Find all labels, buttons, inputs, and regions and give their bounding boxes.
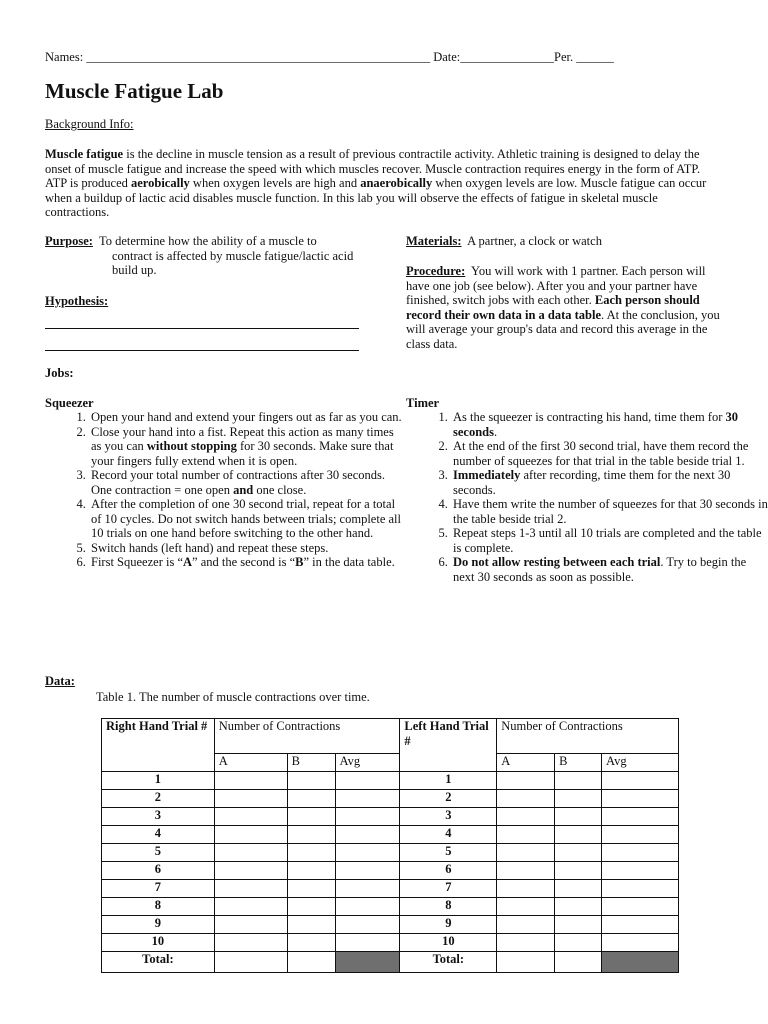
right-total-label: Total: [102,952,215,973]
left-b-cell[interactable] [555,826,602,844]
squeezer-step-3: 3. Record your total number of contractions after 30 seconds. One contraction = one open and one close. [89,468,407,497]
hypothesis-line-1[interactable] [45,328,359,329]
right-b-cell[interactable] [287,772,335,790]
right-b-cell[interactable] [287,808,335,826]
timer-heading: Timer [406,396,440,410]
right-a-cell[interactable] [214,790,287,808]
left-total-a[interactable] [497,952,555,973]
right-avg-cell[interactable] [335,772,400,790]
left-b-cell[interactable] [555,772,602,790]
timer-steps [405,410,768,584]
data-heading: Data: [45,674,75,688]
right-a-cell[interactable] [214,826,287,844]
background-term: Muscle fatigue [45,147,124,161]
left-avg-cell[interactable] [602,808,679,826]
table-row [102,898,679,916]
table-row [102,808,679,826]
left-trial-number: 2 [400,790,497,808]
left-total-label: Total: [400,952,497,973]
left-contractions-header: Number of Contractions [497,719,679,754]
left-a-cell[interactable] [497,916,555,934]
left-col-avg: Avg [602,754,679,772]
left-b-cell[interactable] [555,916,602,934]
right-contractions-header: Number of Contractions [214,719,400,754]
procedure-text-2: . At the conclusion, you will average your group's data and record this average in the class data. [406,307,720,351]
right-b-cell[interactable] [287,862,335,880]
right-avg-cell[interactable] [335,808,400,826]
left-trial-number: 10 [400,934,497,952]
right-avg-cell[interactable] [335,790,400,808]
timer-step-2: 2. At the end of the first 30 second trial, have them record the number of squeezes for that trial in the table beside trial 1. [451,439,768,468]
right-trial-number: 8 [102,898,215,916]
left-a-cell[interactable] [497,898,555,916]
table-row [102,916,679,934]
left-a-cell[interactable] [497,808,555,826]
left-trial-number: 8 [400,898,497,916]
timer-step-1: 1. As the squeezer is contracting his hand, time them for 30 seconds. [451,410,768,439]
right-avg-cell[interactable] [335,934,400,952]
right-a-cell[interactable] [214,898,287,916]
procedure-bold: Each person should record their own data in a data table [406,293,700,322]
right-a-cell[interactable] [214,862,287,880]
right-col-b: B [287,754,335,772]
right-a-cell[interactable] [214,808,287,826]
left-a-cell[interactable] [497,772,555,790]
right-b-cell[interactable] [287,826,335,844]
left-trial-number: 7 [400,880,497,898]
right-avg-cell[interactable] [335,898,400,916]
squeezer-heading: Squeezer [45,396,94,410]
right-trial-number: 2 [102,790,215,808]
contractions-table [101,718,679,973]
materials-heading: Materials: [406,234,462,248]
left-b-cell[interactable] [555,790,602,808]
right-avg-cell[interactable] [335,844,400,862]
background-anaerobic: anaerobically [360,176,433,190]
left-b-cell[interactable] [555,808,602,826]
right-a-cell[interactable] [214,916,287,934]
left-hand-header: Left Hand Trial # [400,719,497,772]
right-avg-cell[interactable] [335,826,400,844]
right-trial-number: 7 [102,880,215,898]
right-a-cell[interactable] [214,772,287,790]
right-b-cell[interactable] [287,934,335,952]
right-b-cell[interactable] [287,790,335,808]
procedure-heading: Procedure: [406,264,466,278]
right-hand-header: Right Hand Trial # [102,719,215,772]
left-trial-number: 1 [400,772,497,790]
hypothesis-heading: Hypothesis: [45,294,109,308]
left-trial-number: 6 [400,862,497,880]
header-line [45,50,725,65]
table-row [102,844,679,862]
left-trial-number: 3 [400,808,497,826]
purpose-line-1: To determine how the ability of a muscle to [98,234,317,248]
date-label: Date: [433,50,461,64]
right-trial-number: 5 [102,844,215,862]
page-title: Muscle Fatigue Lab [45,79,224,103]
background-text-3: when oxygen levels are low. Muscle fatigue can occur when a buildup of lactic acid disables muscle function. In this lab you will observe the effects of fatigue in skeletal muscle contractions. [45,176,707,219]
left-trial-number: 5 [400,844,497,862]
right-b-cell[interactable] [287,880,335,898]
right-avg-cell[interactable] [335,862,400,880]
purpose-heading: Purpose: [45,234,93,248]
background-heading: Background Info: [45,117,134,131]
right-trial-number: 9 [102,916,215,934]
squeezer-step-6: 6. First Squeezer is “A” and the second is “B” in the data table. [89,555,407,570]
squeezer-step-5: 5. Switch hands (left hand) and repeat these steps. [89,541,407,556]
left-avg-cell[interactable] [602,826,679,844]
left-col-a: A [497,754,555,772]
left-avg-cell[interactable] [602,862,679,880]
left-a-cell[interactable] [497,934,555,952]
total-row [102,952,679,973]
left-a-cell[interactable] [497,862,555,880]
right-total-avg-shaded [335,952,400,973]
left-avg-cell[interactable] [602,880,679,898]
timer-step-5: 5. Repeat steps 1-3 until all 10 trials are completed and the table is complete. [451,526,768,555]
left-a-cell[interactable] [497,844,555,862]
left-b-cell[interactable] [555,880,602,898]
right-trial-number: 6 [102,862,215,880]
procedure-text-1: You will work with 1 partner. Each person will have one job (see below). After you and your partner have finished, switch jobs with each other. [406,264,706,307]
names-label: Names: [45,50,84,64]
left-trial-number: 4 [400,826,497,844]
date-field[interactable]: _______________ [460,50,555,64]
right-trial-number: 10 [102,934,215,952]
table-caption: Table 1. The number of muscle contractions over time. [96,690,370,704]
left-total-avg-shaded [602,952,679,973]
left-avg-cell[interactable] [602,898,679,916]
right-a-cell[interactable] [214,934,287,952]
timer-step-6: 6. Do not allow resting between each trial. Try to begin the next 30 seconds as soon as possible. [451,555,768,584]
squeezer-step-4: 4. After the completion of one 30 second trial, repeat for a total of 10 cycles. Do not switch hands between trials; complete all 10 trials on one hand before switching to the other hand. [89,497,407,541]
left-avg-cell[interactable] [602,772,679,790]
right-trial-number: 1 [102,772,215,790]
right-trial-number: 3 [102,808,215,826]
left-avg-cell[interactable] [602,934,679,952]
per-field[interactable]: ______ [576,50,614,64]
table-row [102,826,679,844]
background-aerobic: aerobically [131,176,190,190]
right-a-cell[interactable] [214,880,287,898]
table-row [102,934,679,952]
left-col-b: B [555,754,602,772]
table-row [102,862,679,880]
table-row [102,880,679,898]
squeezer-steps [43,410,407,570]
purpose-line-2: contract is affected by muscle fatigue/lactic acid [112,248,354,263]
left-b-cell[interactable] [555,862,602,880]
table-row [102,772,679,790]
right-trial-number: 4 [102,826,215,844]
left-avg-cell[interactable] [602,790,679,808]
right-b-cell[interactable] [287,916,335,934]
procedure-paragraph [406,264,724,351]
left-b-cell[interactable] [555,934,602,952]
background-paragraph [45,147,721,220]
left-total-b[interactable] [555,952,602,973]
names-field[interactable]: _______________________________________________________ [86,50,431,64]
table-row [102,790,679,808]
right-avg-cell[interactable] [335,916,400,934]
left-b-cell[interactable] [555,898,602,916]
per-label: Per. [554,50,574,64]
squeezer-step-1: 1. Open your hand and extend your fingers out as far as you can. [89,410,407,425]
right-col-avg: Avg [335,754,400,772]
jobs-heading: Jobs: [45,366,74,380]
background-text-2: when oxygen levels are high and [189,176,361,190]
squeezer-step-2: 2. Close your hand into a fist. Repeat this action as many times as you can without stopping for 30 seconds. Make sure that your fingers fully extend when it is open. [89,425,407,469]
purpose-line-3: build up. [112,263,157,277]
left-a-cell[interactable] [497,880,555,898]
timer-step-4: 4. Have them write the number of squeezes for that 30 seconds in the table beside trial 2. [451,497,768,526]
background-text-1: is the decline in muscle tension as a result of previous contractile activity. Athletic training is designed to delay the onset of muscle fatigue and increase the speed with which muscles recover. Muscle contraction requires energy in the form of ATP. ATP is produced [45,147,701,190]
right-total-b[interactable] [287,952,335,973]
left-avg-cell[interactable] [602,916,679,934]
left-b-cell[interactable] [555,844,602,862]
materials-text: A partner, a clock or watch [467,234,602,248]
left-a-cell[interactable] [497,826,555,844]
right-b-cell[interactable] [287,898,335,916]
left-avg-cell[interactable] [602,844,679,862]
timer-step-3: 3. Immediately after recording, time them for the next 30 seconds. [451,468,768,497]
left-trial-number: 9 [400,916,497,934]
right-b-cell[interactable] [287,844,335,862]
materials-section [406,234,726,249]
right-avg-cell[interactable] [335,880,400,898]
left-a-cell[interactable] [497,790,555,808]
purpose-section [45,234,395,278]
right-col-a: A [214,754,287,772]
right-total-a[interactable] [214,952,287,973]
hypothesis-line-2[interactable] [45,350,359,351]
right-a-cell[interactable] [214,844,287,862]
